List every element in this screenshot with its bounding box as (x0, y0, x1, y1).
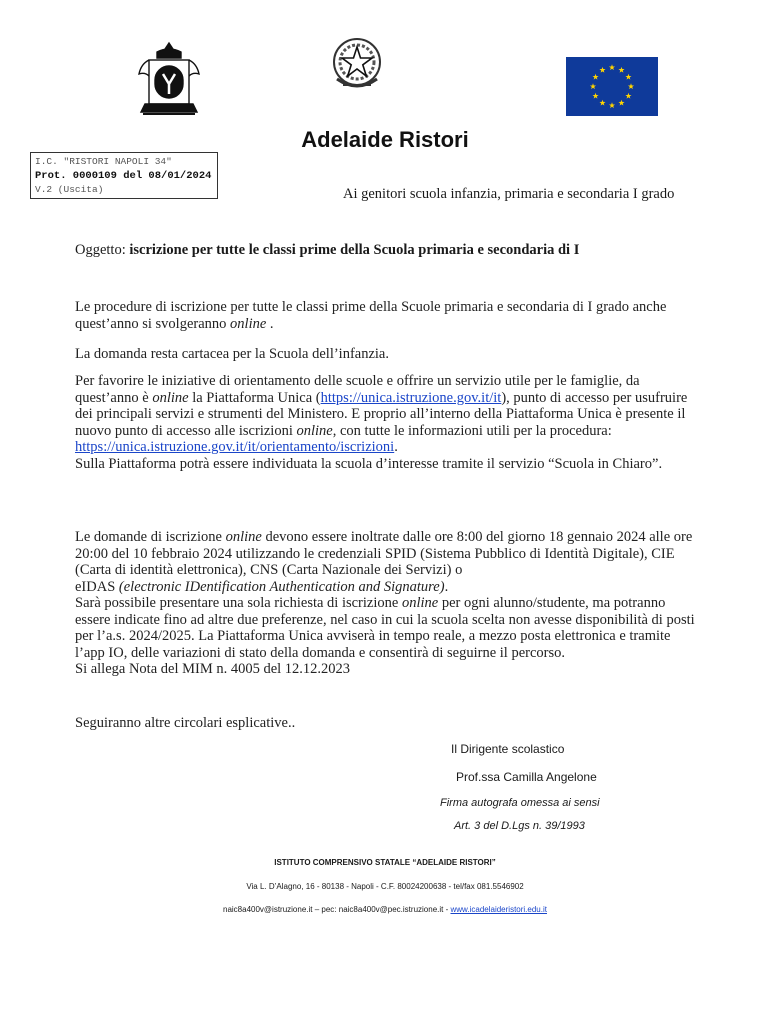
footer-emails: naic8a400v@istruzione.it – pec: naic8a400v@pec.istruzione.it - (223, 905, 451, 914)
text-run: per ogni alunno/studente, ma potranno essere indicate fino ad altre due preferenze, nel caso in cui la scuola scelta non avesse disponibilità di posti per l’a.s. 2024/2025. La Piattaforma Unica avviserà in tempo reale, a mezzo posta elettronica e tramite l’app IO, delle variazioni di stato della domanda e consentirà di seguirne il percorso. (75, 595, 695, 661)
text-run: eIDAS (75, 578, 119, 595)
addressee: Ai genitori scuola infanzia, primaria e secondaria I grado (343, 186, 675, 202)
text-run: . (444, 578, 449, 595)
text-run-italic: online (401, 595, 439, 611)
link-iscrizioni[interactable]: https://unica.istruzione.gov.it/it/orientamento/iscrizioni (75, 439, 395, 455)
footer-contacts (0, 905, 770, 914)
paragraph-piattaforma (75, 373, 697, 472)
protocol-number: Prot. 0000109 del 08/01/2024 (35, 170, 212, 182)
footer-institute: ISTITUTO COMPRENSIVO STATALE “ADELAIDE RISTORI” (274, 858, 496, 867)
footer-address: Via L. D’Alagno, 16 - 80138 - Napoli - C.F. 80024200638 - tel/fax 081.5546902 (246, 882, 524, 891)
school-crest-icon (135, 40, 203, 122)
text-run-italic: online (230, 315, 267, 332)
text-run: La domanda resta cartacea per la Scuola dell’infanzia. (75, 346, 389, 362)
protocol-school: I.C. "RISTORI NAPOLI 34" (35, 156, 172, 167)
signature-role: Il Dirigente scolastico (451, 742, 565, 756)
paragraph-procedure (75, 299, 697, 332)
text-run: Sulla Piattaforma potrà essere individuata la scuola d’interesse tramite il servizio “Scuola in Chiaro”. (75, 455, 663, 472)
paragraph-closing (75, 715, 697, 732)
signature-law: Art. 3 del D.Lgs n. 39/1993 (454, 820, 585, 832)
text-run: Si allega Nota del MIM n. 4005 del 12.12.2023 (75, 661, 351, 677)
text-run: Le procedure di iscrizione per tutte le classi prime della Scuole primaria e secondaria di I grado anche quest’anno si svolgeranno (75, 299, 667, 332)
text-run: . (394, 439, 398, 455)
italian-republic-emblem-icon (329, 35, 385, 95)
text-run-italic: (electronic IDentification Authentication and Signature) (118, 578, 445, 595)
text-run: la Piattaforma Unica ( (188, 389, 321, 406)
paragraph-domande (75, 529, 697, 678)
footer-website-link[interactable]: www.icadelaideristori.edu.it (450, 905, 547, 914)
paragraph-infanzia (75, 346, 697, 363)
signature-note: Firma autografa omessa ai sensi (440, 797, 600, 809)
school-title: Adelaide Ristori (301, 127, 469, 152)
text-run: Sarà possibile presentare una sola richiesta di iscrizione (75, 595, 402, 611)
eu-flag-icon (566, 57, 658, 116)
text-run: Seguiranno altre circolari esplicative.. (75, 715, 296, 731)
subject-label: Oggetto: (75, 242, 130, 258)
subject-text: iscrizione per tutte le classi prime della Scuola primaria e secondaria di I (129, 242, 580, 258)
text-run: , con tutte le informazioni utili per la procedura: (332, 422, 612, 439)
text-run-italic: online (296, 422, 333, 439)
protocol-classification: V.2 (Uscita) (35, 184, 104, 195)
protocol-stamp (30, 152, 218, 199)
text-run: ), punto di accesso per usufruire dei principali servizi e strumenti del Ministero. E proprio all’interno della Piattaforma Unica è presente il nuovo punto di accesso alle iscrizioni (75, 389, 688, 439)
text-run: Le domande di iscrizione (75, 529, 226, 545)
text-run-italic: online (152, 389, 189, 406)
text-run: devono essere inoltrate dalle ore 8:00 del giorno 18 gennaio 2024 alle ore 20:00 del 10 febbraio 2024 utilizzando le credenziali SPID (Sistema Pubblico di Identità Digitale), CIE (Carta di identità elettronica), CNS (Carta Nazionale dei Servizi) o (75, 529, 693, 578)
text-run: . (266, 315, 274, 332)
signature-name: Prof.ssa Camilla Angelone (456, 770, 597, 784)
link-piattaforma-unica[interactable]: https://unica.istruzione.gov.it/it (320, 389, 502, 406)
subject-line (75, 242, 579, 259)
text-run: Per favorire le iniziative di orientamento delle scuole e offrire un servizio utile per le famiglie, da quest’anno è (75, 373, 640, 406)
text-run-italic: online (225, 529, 262, 545)
